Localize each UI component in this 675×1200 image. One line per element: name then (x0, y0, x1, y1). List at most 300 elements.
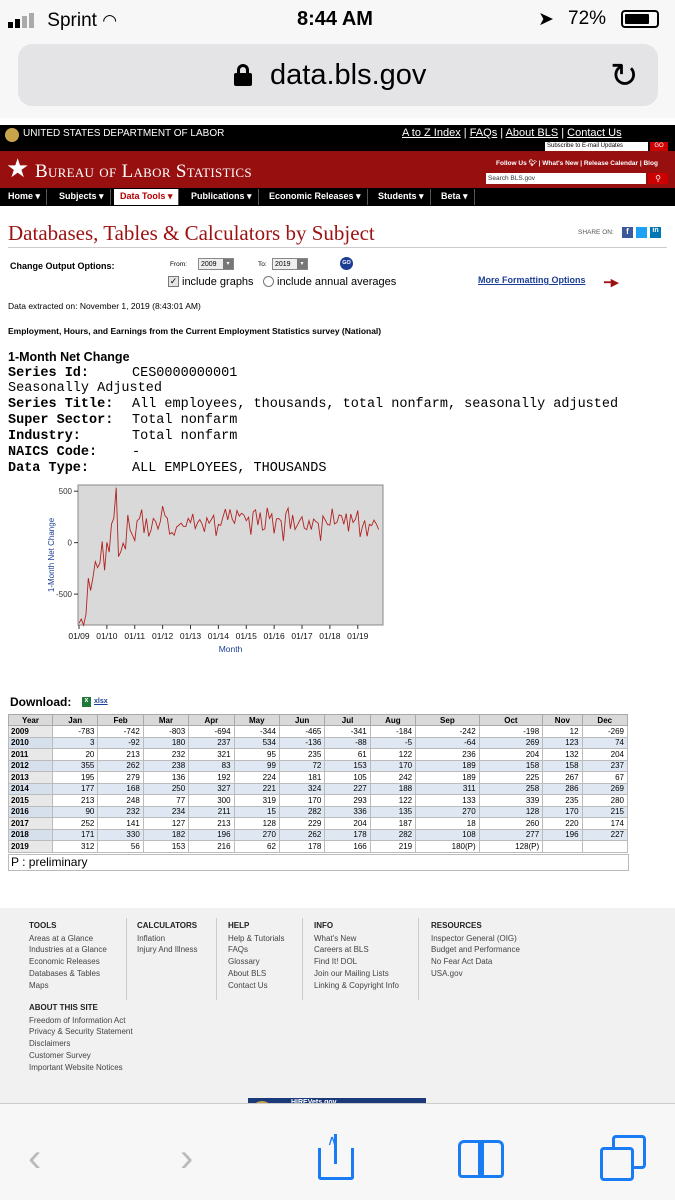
table-cell: -344 (234, 726, 279, 738)
table-cell: 277 (479, 829, 543, 841)
table-cell: 136 (143, 772, 188, 784)
x-tick-label: 01/09 (68, 631, 90, 641)
table-row (9, 726, 628, 738)
table-year-cell: 2015 (9, 795, 53, 807)
table-cell: -198 (479, 726, 543, 738)
table-cell: -694 (189, 726, 234, 738)
table-cell: 235 (279, 749, 324, 761)
table-cell: 211 (189, 806, 234, 818)
table-header: Year (9, 715, 53, 726)
footer-link[interactable]: Customer Survey (29, 1050, 91, 1060)
page-title: Databases, Tables & Calculators by Subject (8, 221, 375, 245)
signal-icon (8, 14, 42, 28)
survey-title: Employment, Hours, and Earnings from the Current Employment Statistics survey (National) (8, 326, 382, 336)
table-cell: 62 (234, 841, 279, 853)
footer-link[interactable]: Linking & Copyright Info (314, 980, 399, 990)
data-extracted: Data extracted on: November 1, 2019 (8:43:01 AM) (8, 301, 201, 311)
table-cell: 158 (543, 760, 582, 772)
table-year-cell: 2017 (9, 818, 53, 830)
table-cell: 232 (98, 806, 143, 818)
table-cell: 177 (53, 783, 98, 795)
table-cell: 122 (370, 749, 415, 761)
footer-link[interactable]: Glossary (228, 957, 260, 967)
x-tick-label: 01/13 (179, 631, 202, 641)
table-year-cell: 2018 (9, 829, 53, 841)
table-cell: 213 (189, 818, 234, 830)
table-cell: 178 (279, 841, 324, 853)
table-header: Jun (279, 715, 324, 726)
table-cell: 95 (234, 749, 279, 761)
table-header: Aug (370, 715, 415, 726)
footer-link[interactable]: Help & Tutorials (228, 933, 285, 943)
table-cell: 221 (234, 783, 279, 795)
table-cell: 216 (189, 841, 234, 853)
footer-link[interactable]: Inflation (137, 933, 166, 943)
footer-link[interactable]: Contact Us (228, 980, 268, 990)
table-cell: 20 (53, 749, 98, 761)
footer-link[interactable]: Disclaimers (29, 1039, 71, 1049)
table-cell: -184 (370, 726, 415, 738)
table-cell: 170 (543, 806, 582, 818)
table-year-cell: 2009 (9, 726, 53, 738)
table-cell: 83 (189, 760, 234, 772)
preliminary-note: P : preliminary (8, 854, 629, 871)
table-cell: 77 (143, 795, 188, 807)
table-cell: 262 (279, 829, 324, 841)
dol-links: A to Z Index | FAQs | About BLS | Contact Us (402, 127, 622, 139)
table-cell: 170 (279, 795, 324, 807)
include-annual-label: include annual averages (277, 276, 397, 288)
table-cell: 133 (416, 795, 480, 807)
table-row (9, 806, 628, 818)
table-cell: -465 (279, 726, 324, 738)
table-cell: 166 (325, 841, 370, 853)
include-annual-checkbox[interactable] (263, 276, 274, 287)
table-header: Sep (416, 715, 480, 726)
table-cell: 72 (279, 760, 324, 772)
footer-divider (418, 918, 419, 1000)
table-header: Jul (325, 715, 370, 726)
table-cell: 282 (279, 806, 324, 818)
table-cell: 158 (479, 760, 543, 772)
table-cell: 336 (325, 806, 370, 818)
table-cell: 196 (189, 829, 234, 841)
table-cell: 355 (53, 760, 98, 772)
footer-link[interactable]: No Fear Act Data (431, 957, 493, 967)
clock: 8:44 AM (297, 8, 373, 30)
table-cell: 61 (325, 749, 370, 761)
url-text: data.bls.gov (270, 59, 427, 91)
table-cell: 90 (53, 806, 98, 818)
footer-link[interactable]: USA.gov (431, 968, 463, 978)
include-graphs-label: include graphs (182, 276, 254, 288)
table-cell: 534 (234, 737, 279, 749)
from-label: From: (170, 261, 187, 268)
footer-col-tools: TOOLS Areas at a Glance Industries at a Glance Economic Releases Databases & Tables Maps (29, 921, 107, 990)
footer-link[interactable]: What's New (314, 933, 357, 943)
nav-publications[interactable]: Publications ▾ (185, 189, 259, 205)
table-cell: 181 (279, 772, 324, 784)
table-cell: 260 (479, 818, 543, 830)
data-type-label: Data Type: (8, 461, 90, 476)
table-cell: 330 (98, 829, 143, 841)
about-bls-link[interactable]: About BLS (505, 127, 559, 139)
signal-carrier (8, 10, 117, 32)
x-tick-label: 01/17 (291, 631, 313, 641)
table-cell: 204 (479, 749, 543, 761)
table-cell: 321 (189, 749, 234, 761)
star-logo-icon[interactable]: ★ (6, 153, 30, 183)
footer-divider (216, 918, 217, 1000)
table-header: Apr (189, 715, 234, 726)
naics-value: - (132, 445, 141, 460)
table-year-cell: 2013 (9, 772, 53, 784)
data-type-value: ALL EMPLOYEES, THOUSANDS (132, 461, 327, 476)
table-row (9, 772, 628, 784)
footer-col-help: HELP Help & Tutorials FAQs Glossary About BLS Contact Us (228, 921, 285, 990)
table-header: Mar (143, 715, 188, 726)
table-cell: 269 (479, 737, 543, 749)
table-cell: 174 (582, 818, 627, 830)
reload-icon[interactable]: ↻ (610, 57, 639, 95)
table-cell: 262 (98, 760, 143, 772)
table-cell: -242 (416, 726, 480, 738)
table-cell: 235 (543, 795, 582, 807)
data-table (8, 714, 628, 853)
from-select[interactable]: 2009 ▾ (198, 258, 234, 270)
follow-us-label: Follow Us (496, 160, 527, 167)
net-change-chart (40, 482, 400, 657)
table-cell: 182 (143, 829, 188, 841)
table-year-cell: 2014 (9, 783, 53, 795)
xlsx-link[interactable]: xlsx (94, 698, 108, 705)
table-cell: 189 (416, 772, 480, 784)
table-header: Oct (479, 715, 543, 726)
table-cell: -803 (143, 726, 188, 738)
table-year-cell: 2010 (9, 737, 53, 749)
table-cell: 267 (543, 772, 582, 784)
x-tick-label: 01/11 (124, 631, 146, 641)
table-cell: -341 (325, 726, 370, 738)
table-row (9, 737, 628, 749)
divider (8, 247, 667, 248)
twitter-share-icon[interactable] (636, 227, 647, 238)
table-cell: 327 (189, 783, 234, 795)
follow-links (496, 159, 658, 167)
x-axis-label: Month (218, 644, 243, 654)
footer-link[interactable]: Maps (29, 980, 49, 990)
y-tick-label: 500 (58, 487, 72, 497)
table-cell: -742 (98, 726, 143, 738)
share-label: SHARE ON: (578, 229, 614, 236)
table-cell: 128 (234, 818, 279, 830)
location-icon: ➤ (538, 9, 554, 30)
table-cell: 220 (543, 818, 582, 830)
x-tick-label: 01/18 (319, 631, 341, 641)
footer-link[interactable]: Economic Releases (29, 957, 100, 967)
table-cell: -269 (582, 726, 627, 738)
table-cell: 196 (543, 829, 582, 841)
table-cell: 270 (234, 829, 279, 841)
table-cell: 132 (543, 749, 582, 761)
table-cell: 127 (143, 818, 188, 830)
table-cell: 224 (234, 772, 279, 784)
table-cell: 170 (370, 760, 415, 772)
footer-link[interactable]: Find It! DOL (314, 957, 358, 967)
table-cell: 123 (543, 737, 582, 749)
table-cell: 187 (370, 818, 415, 830)
change-output-label: Change Output Options: (10, 261, 115, 271)
super-sector-value: Total nonfarm (132, 413, 238, 428)
x-tick-label: 01/14 (207, 631, 230, 641)
table-cell: 232 (143, 749, 188, 761)
footer-col-about: ABOUT THIS SITE Freedom of Information Act Privacy & Security Statement Disclaimers Customer Survey Important Website Notices (29, 1003, 133, 1072)
dol-seal-icon (5, 128, 19, 142)
table-cell: 311 (416, 783, 480, 795)
table-cell: 204 (325, 818, 370, 830)
table-header: Feb (98, 715, 143, 726)
table-year-cell: 2016 (9, 806, 53, 818)
dol-agency[interactable]: UNITED STATES DEPARTMENT OF LABOR (23, 128, 225, 139)
table-cell: 269 (582, 783, 627, 795)
table-row (9, 829, 628, 841)
arrow-right-icon: ━▶ (604, 277, 620, 289)
series-title-label: Series Title: (8, 397, 114, 412)
email-subscribe-input[interactable]: Subscribe to E-mail Updates (545, 142, 648, 151)
footer-link[interactable]: Join our Mailing Lists (314, 968, 389, 978)
table-cell: -92 (98, 737, 143, 749)
table-cell: 248 (98, 795, 143, 807)
table-cell: 229 (279, 818, 324, 830)
nav-economic-releases[interactable]: Economic Releases ▾ (263, 189, 368, 205)
table-cell: -783 (53, 726, 98, 738)
table-cell: 319 (234, 795, 279, 807)
footer-link[interactable]: Injury And Illness (137, 945, 198, 955)
table-header: Nov (543, 715, 582, 726)
table-cell: 300 (189, 795, 234, 807)
nav-data-tools[interactable]: Data Tools ▾ (114, 189, 179, 205)
nav-subjects[interactable]: Subjects ▾ (53, 189, 111, 205)
footer-link[interactable]: Freedom of Information Act (29, 1015, 126, 1025)
table-cell: 204 (582, 749, 627, 761)
footer-link[interactable]: Industries at a Glance (29, 945, 107, 955)
table-cell: -88 (325, 737, 370, 749)
x-tick-label: 01/19 (347, 631, 369, 641)
excel-icon[interactable]: x (82, 697, 91, 707)
faqs-link[interactable]: FAQs (469, 127, 498, 139)
y-axis-label: 1-Month Net Change (47, 517, 56, 593)
share-icon[interactable]: ∧ (318, 1134, 354, 1180)
table-cell: 252 (53, 818, 98, 830)
table-cell: 12 (543, 726, 582, 738)
table-cell: 238 (143, 760, 188, 772)
table-cell: 128 (479, 806, 543, 818)
table-cell: 279 (98, 772, 143, 784)
footer-col-info: INFO What's New Careers at BLS Find It! DOL Join our Mailing Lists Linking & Copyright Info (314, 921, 399, 990)
table-cell: 15 (234, 806, 279, 818)
search-input[interactable]: Search BLS.gov (486, 173, 646, 184)
footer-link[interactable]: Budget and Performance (431, 945, 520, 955)
nav-home[interactable]: Home ▾ (2, 189, 47, 205)
y-tick-label: -500 (55, 590, 72, 600)
footer-link[interactable]: Areas at a Glance (29, 933, 94, 943)
x-tick-label: 01/10 (96, 631, 118, 641)
table-cell: 293 (325, 795, 370, 807)
section-title: 1-Month Net Change (8, 350, 130, 364)
table-cell: 339 (479, 795, 543, 807)
footer-col-calculators: CALCULATORS Inflation Injury And Illness (137, 921, 198, 955)
table-cell: 250 (143, 783, 188, 795)
series-title-value: All employees, thousands, total nonfarm, seasonally adjusted (132, 397, 619, 412)
table-cell: 195 (53, 772, 98, 784)
table-cell: 324 (279, 783, 324, 795)
footer-link[interactable]: Privacy & Security Statement (29, 1027, 133, 1037)
table-cell: 227 (582, 829, 627, 841)
battery-percent: 72% (568, 8, 607, 29)
table-cell: 236 (416, 749, 480, 761)
facebook-icon[interactable]: f (622, 227, 633, 238)
footer-divider (302, 918, 303, 1000)
go-button[interactable]: GO (340, 257, 353, 270)
tabs-icon[interactable] (600, 1135, 646, 1181)
footer-divider (126, 918, 127, 1000)
table-cell: 178 (325, 829, 370, 841)
footer-link[interactable]: Careers at BLS (314, 945, 369, 955)
bookmarks-icon[interactable] (458, 1140, 504, 1178)
table-cell: 56 (98, 841, 143, 853)
table-cell: 18 (416, 818, 480, 830)
table-year-cell: 2019 (9, 841, 53, 853)
table-cell: 153 (325, 760, 370, 772)
footer-link[interactable]: FAQs (228, 945, 249, 955)
table-row (9, 818, 628, 830)
table-cell: 168 (98, 783, 143, 795)
table-cell: 237 (582, 760, 627, 772)
table-cell: 99 (234, 760, 279, 772)
table-cell (543, 841, 582, 853)
table-cell: 171 (53, 829, 98, 841)
linkedin-icon[interactable]: in (650, 227, 661, 238)
table-cell: 3 (53, 737, 98, 749)
naics-label: NAICS Code: (8, 445, 98, 460)
table-cell: 312 (53, 841, 98, 853)
table-cell: 225 (479, 772, 543, 784)
table-cell: 153 (143, 841, 188, 853)
x-tick-label: 01/16 (263, 631, 285, 641)
table-cell: 282 (370, 829, 415, 841)
table-cell: 258 (479, 783, 543, 795)
table-cell: 286 (543, 783, 582, 795)
table-cell: -5 (370, 737, 415, 749)
back-icon[interactable]: ‹ (28, 1136, 42, 1180)
table-row (9, 749, 628, 761)
carrier-name: Sprint (47, 10, 97, 31)
table-header: May (234, 715, 279, 726)
contact-link[interactable]: Contact Us (567, 127, 622, 139)
more-formatting-link[interactable]: More Formatting Options (478, 275, 586, 285)
table-cell (582, 841, 627, 853)
nav-students[interactable]: Students ▾ (372, 189, 431, 205)
to-select[interactable]: 2019 ▾ (272, 258, 308, 270)
footer-link[interactable]: Inspector General (OIG) (431, 933, 517, 943)
table-row (9, 795, 628, 807)
table-cell: 237 (189, 737, 234, 749)
table-row (9, 783, 628, 795)
table-cell: 122 (370, 795, 415, 807)
table-cell: 67 (582, 772, 627, 784)
footer-link[interactable]: Important Website Notices (29, 1062, 123, 1072)
twitter-icon[interactable]: 🐦︎ (528, 160, 537, 167)
wifi-icon: ◠ (102, 11, 118, 30)
table-cell: 135 (370, 806, 415, 818)
y-tick-label: 0 (67, 538, 72, 548)
table-cell: 242 (370, 772, 415, 784)
table-cell: 108 (416, 829, 480, 841)
table-cell: 270 (416, 806, 480, 818)
table-cell: 128(P) (479, 841, 543, 853)
download-label: Download: (10, 695, 72, 709)
battery-icon (621, 10, 659, 28)
super-sector-label: Super Sector: (8, 413, 114, 428)
table-cell: 227 (325, 783, 370, 795)
industry-value: Total nonfarm (132, 429, 238, 444)
footer-link[interactable]: Databases & Tables (29, 968, 101, 978)
table-header: Jan (53, 715, 98, 726)
header-links[interactable]: | What's New | Release Calendar | Blog (538, 160, 658, 167)
table-row (9, 841, 628, 853)
table-cell: 219 (370, 841, 415, 853)
series-id-label: Series Id: (8, 366, 90, 381)
table-cell: 141 (98, 818, 143, 830)
table-header: Dec (582, 715, 627, 726)
footer-col-resources: RESOURCES Inspector General (OIG) Budget and Performance No Fear Act Data USA.gov (431, 921, 520, 978)
search-icon[interactable]: ⚲ (648, 173, 668, 184)
forward-icon[interactable]: › (180, 1136, 194, 1180)
table-cell: 180(P) (416, 841, 480, 853)
table-cell: 188 (370, 783, 415, 795)
table-cell: 180 (143, 737, 188, 749)
footer-link[interactable]: About BLS (228, 968, 267, 978)
table-cell: 105 (325, 772, 370, 784)
plot-area (78, 485, 383, 625)
table-cell: 189 (416, 760, 480, 772)
industry-label: Industry: (8, 429, 81, 444)
nav-beta[interactable]: Beta ▾ (435, 189, 475, 205)
to-label: To: (258, 261, 267, 268)
az-index-link[interactable]: A to Z Index (402, 127, 461, 139)
lock-icon (234, 64, 252, 86)
table-cell: 234 (143, 806, 188, 818)
table-row (9, 760, 628, 772)
x-tick-label: 01/12 (151, 631, 174, 641)
table-cell: 215 (582, 806, 627, 818)
seasonally-adjusted: Seasonally Adjusted (8, 381, 162, 396)
table-year-cell: 2011 (9, 749, 53, 761)
subscribe-go-button[interactable]: GO (650, 142, 668, 151)
bls-title[interactable]: Bureau of Labor Statistics (35, 161, 252, 182)
series-id-value: CES0000000001 (132, 366, 238, 381)
table-year-cell: 2012 (9, 760, 53, 772)
table-cell: 213 (98, 749, 143, 761)
x-tick-label: 01/15 (235, 631, 257, 641)
include-graphs-checkbox[interactable]: ✓ (169, 276, 178, 286)
table-cell: 280 (582, 795, 627, 807)
table-cell: 74 (582, 737, 627, 749)
table-cell: 192 (189, 772, 234, 784)
table-cell: -136 (279, 737, 324, 749)
table-cell: 213 (53, 795, 98, 807)
table-cell: -64 (416, 737, 480, 749)
